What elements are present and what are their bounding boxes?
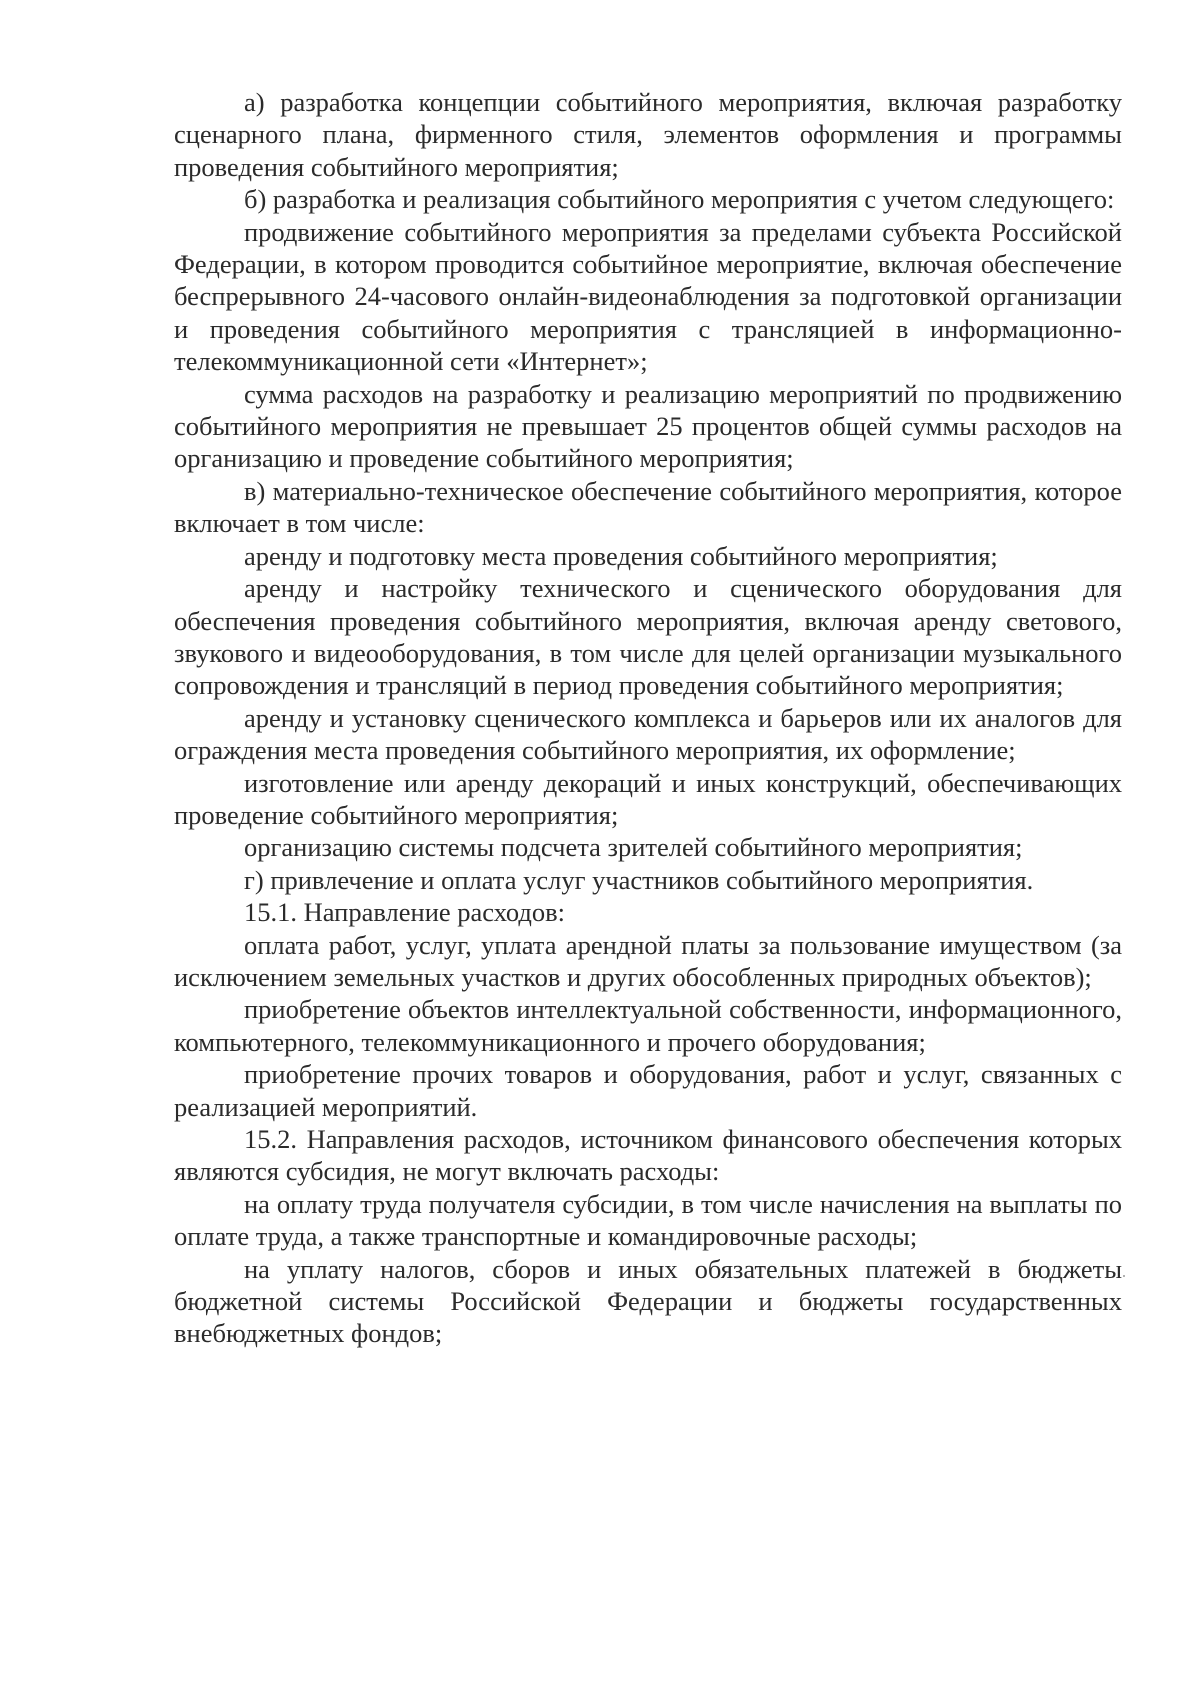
scan-speck — [1123, 1275, 1125, 1277]
paragraph-v-logistics: в) материально-техническое обеспечение событийного мероприятия, которое включает в том числе: — [174, 475, 1122, 539]
paragraph-b-development: б) разработка и реализация событийного мероприятия с учетом следующего: — [244, 184, 1115, 215]
paragraph-decorations: изготовление или аренду декораций и иных конструкций, обеспечивающих проведение событийного мероприятия; — [174, 767, 1122, 830]
paragraph-labor-costs: на оплату труда получателя субсидии, в том числе начисления на выплаты по оплате труда, а также транспортные и командировочные расходы; — [174, 1188, 1122, 1252]
paragraph-venue-rental: аренду и подготовку места проведения событийного мероприятия; — [244, 540, 998, 571]
paragraph-taxes: на уплату налогов, сборов и иных обязательных платежей в бюджеты бюджетной системы Российской Федерации и бюджеты государственных внебюджетных фондов; — [174, 1253, 1122, 1349]
paragraph-15-1-heading: 15.1. Направление расходов: — [244, 897, 566, 928]
paragraph-a-concept: а) разработка концепции событийного мероприятия, включая разработку сценарного плана, фирменного стиля, элементов оформления и программы проведения событийного мероприятия; — [174, 87, 1122, 182]
paragraph-g-participants: г) привлечение и оплата услуг участников событийного мероприятия. — [244, 864, 1034, 895]
paragraph-equipment-rental: аренду и настройку технического и сценического оборудования для обеспечения проведения событийного мероприятия, включая аренду светового, звукового и видеооборудования, в том числе для целей организации музыкального сопровождения и трансляций в период проведения событийного мероприятия; — [174, 573, 1122, 701]
document-body — [174, 86, 1122, 1350]
paragraph-stage-barriers: аренду и установку сценического комплекса и барьеров или их аналогов для ограждения места проведения событийного мероприятия, их оформление; — [174, 702, 1122, 766]
paragraph-payment-services: оплата работ, услуг, уплата арендной платы за пользование имуществом (за исключением земельных участков и других обособленных природных объектов); — [174, 929, 1122, 992]
paragraph-visitor-count: организацию системы подсчета зрителей событийного мероприятия; — [244, 832, 1023, 863]
paragraph-ip-equipment: приобретение объектов интеллектуальной собственности, информационного, компьютерного, телекоммуникационного и прочего оборудования; — [174, 994, 1122, 1057]
paragraph-15-2-heading: 15.2. Направления расходов, источником финансового обеспечения которых являются субсидия, не могут включать расходы: — [174, 1124, 1122, 1187]
paragraph-other-goods: приобретение прочих товаров и оборудования, работ и услуг, связанных с реализацией мероприятий. — [174, 1059, 1122, 1122]
paragraph-promotion: продвижение событийного мероприятия за пределами субъекта Российской Федерации, в котором проводится событийное мероприятие, включая обеспечение беспрерывного 24-часового онлайн-видеонаблюдения за подготовкой организации и проведения событийного мероприятия с трансляцией в информационно-телекоммуникационной сети «Интернет»; — [174, 216, 1122, 377]
paragraph-promotion-cost-limit: сумма расходов на разработку и реализацию мероприятий по продвижению событийного мероприятия не превышает 25 процентов общей суммы расходов на организацию и проведение событийного мероприятия; — [174, 378, 1122, 474]
